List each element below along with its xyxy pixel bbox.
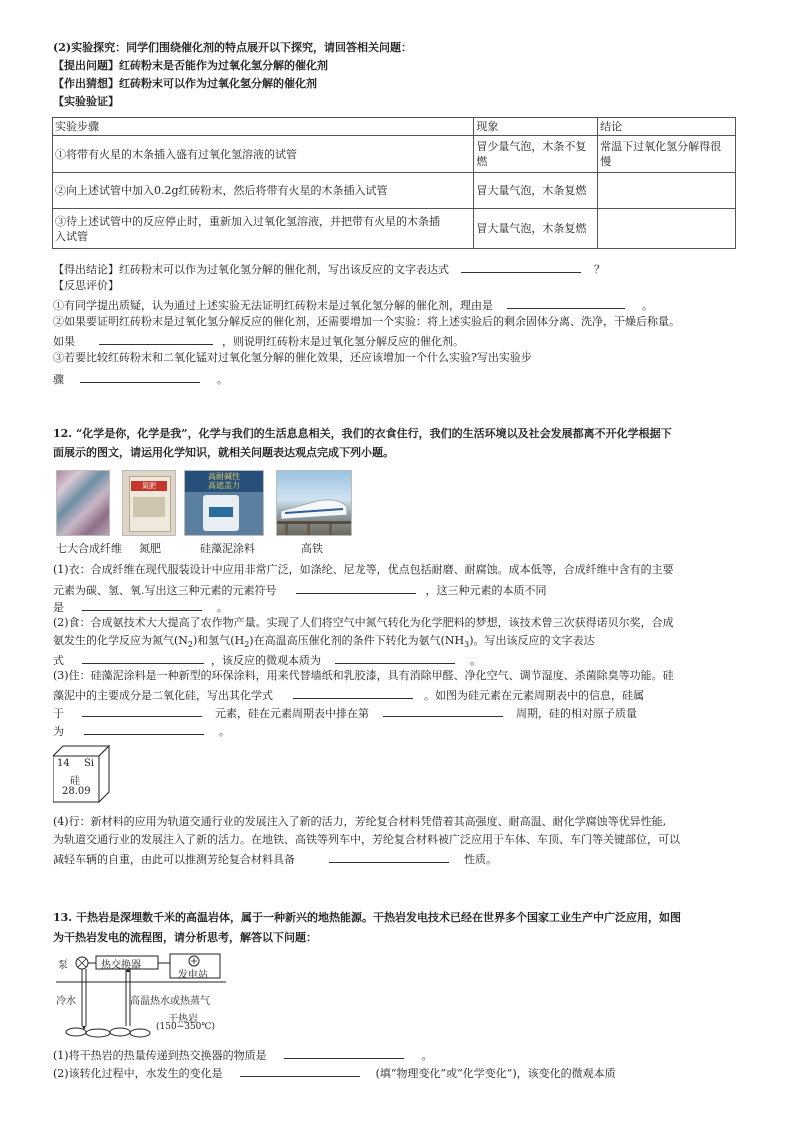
q11-r2b: 如果 ，则说明红砖粉末是过氧化氢分解反应的催化剂。 bbox=[53, 332, 464, 350]
synthetic-fiber-image bbox=[56, 470, 110, 536]
q12-p4c: 减轻车辆的自重，由此可以推测芳纶复合材料具备 性质。 bbox=[53, 850, 497, 868]
caption-paint: 硅藻泥涂料 bbox=[200, 542, 255, 555]
atomic-number: 14 bbox=[57, 758, 70, 769]
temperature-label: (150~350℃) bbox=[156, 1022, 215, 1032]
q12-p1a: (1)衣：合成纤维在现代服装设计中应用非常广泛，如涤纶、尼龙等，优点包括耐磨、耐腐蚀。成本低等，合成纤维中含有的主要 bbox=[53, 563, 674, 576]
caption-train: 高铁 bbox=[301, 542, 323, 555]
answer-blank[interactable] bbox=[507, 296, 625, 309]
answer-blank[interactable] bbox=[82, 651, 204, 664]
answer-blank[interactable] bbox=[383, 704, 503, 717]
q11-intro: (2)实验探究：同学们围绕催化剂的特点展开以下探究，请回答相关问题： bbox=[53, 41, 413, 54]
answer-blank[interactable] bbox=[296, 581, 416, 594]
table-row bbox=[53, 136, 736, 173]
paint-label-2: 高遮盖力 bbox=[208, 481, 240, 490]
table-cell-conclusion: 常温下过氧化氢分解得很 慢 bbox=[598, 136, 736, 173]
table-cell-phenomenon: 冒少量气泡，木条不复 燃 bbox=[474, 136, 598, 173]
q12-p4b: 为轨道交通行业的发展注入了新的活力。在地铁、高铁等列车中，芳纶复合材料被广泛应用于车体、车顶、车门等关键部位，可以 bbox=[53, 833, 680, 846]
q11-r3: ③若要比较红砖粉末和二氧化锰对过氧化氢分解的催化效果，还应该增加一个什么实验?写出实验步 bbox=[53, 351, 532, 364]
q12-p3c: 于 元素，硅在元素周期表中排在第 周期，硅的相对原子质量 bbox=[53, 704, 637, 722]
element-symbol: Si bbox=[84, 758, 95, 769]
q13-s2: (2)该转化过程中，水发生的变化是 (填“物理变化”或“化学变化”)，该变化的微观本质 bbox=[53, 1064, 616, 1082]
element-name: 硅 bbox=[70, 776, 80, 787]
q13-s1: (1)将干热岩的热量传递到热交换器的物质是 。 bbox=[53, 1046, 433, 1064]
q12-p4a: (4)行：新材料的应用为轨道交通行业的发展注入了新的活力，芳纶复合材料凭借着其高强度、耐高温、耐化学腐蚀等优异性能, bbox=[53, 815, 667, 828]
answer-blank[interactable] bbox=[329, 850, 449, 863]
paint-label-1: 高耐碱性 bbox=[208, 472, 240, 481]
q13-title-line2: 为干热岩发电的流程图，请分析思考，解答以下问题： bbox=[53, 931, 317, 944]
atomic-mass: 28.09 bbox=[62, 786, 91, 797]
table-cell-step: ②向上述试管中加入0.2g红砖粉末，然后将带有火星的木条插入试管 bbox=[53, 173, 474, 209]
train-icon bbox=[277, 471, 351, 535]
cold-water-label: 冷水 bbox=[56, 996, 76, 1007]
table-header-conclusion: 结论 bbox=[598, 118, 736, 136]
q12-title-line2: 面展示的图文，请运用化学知识，就相关问题表达观点完成下列小题。 bbox=[53, 446, 394, 459]
answer-blank[interactable] bbox=[461, 260, 581, 273]
high-speed-train-image bbox=[276, 470, 352, 536]
hot-water-label: 高温热水或热蒸气 bbox=[130, 996, 210, 1007]
table-cell-step: ③待上述试管中的反应停止时，重新加入过氧化氢溶液，并把带有火星的木条插 入试管 bbox=[53, 209, 474, 249]
answer-blank[interactable] bbox=[284, 1046, 404, 1059]
exchanger-label: 热交换器 bbox=[101, 960, 141, 971]
answer-blank[interactable] bbox=[84, 722, 204, 735]
q12-p1c: 是 。 bbox=[53, 598, 228, 616]
q12-p3b: 藻泥中的主要成分是二氧化硅，写出其化学式 。如图为硅元素在元素周期表中的信息，硅属 bbox=[53, 686, 644, 704]
table-header-phenomenon: 现象 bbox=[474, 118, 598, 136]
rock-label: 干热岩 bbox=[168, 1014, 198, 1025]
q12-p3d: 为 。 bbox=[53, 722, 230, 740]
fertilizer-bag-image bbox=[122, 470, 176, 536]
q12-title-line1: 12. “化学是你，化学是我”，化学与我们的生活息息相关，我们的衣食住行，我们的生活环境以及社会发展都离不开化学根据下 bbox=[53, 427, 672, 440]
table-cell-phenomenon: 冒大量气泡，木条复燃 bbox=[474, 209, 598, 249]
q11-verify: 【实验验证】 bbox=[53, 95, 119, 108]
q11-conclusion-line: 【得出结论】红砖粉末可以作为过氧化氢分解的催化剂，写出该反应的文字表达式 ？ bbox=[53, 260, 605, 278]
experiment-table bbox=[52, 117, 736, 249]
q11-ask: 【提出问题】红砖粉末是否能作为过氧化氢分解的催化剂 bbox=[53, 59, 328, 72]
q11-r1: ①有同学提出质疑，认为通过上述实验无法证明红砖粉末是过氧化氢分解的催化剂，理由是 。 bbox=[53, 296, 653, 314]
q11-r2: ②如果要证明红砖粉末是过氧化氢分解反应的催化剂，还需要增加一个实验：将上述实验后的剩余固体分离、洗净，干燥后称量。 bbox=[53, 315, 680, 328]
table-cell-phenomenon: 冒大量气泡，木条复燃 bbox=[474, 173, 598, 209]
answer-blank[interactable] bbox=[293, 686, 413, 699]
table-header-step: 实验步骤 bbox=[53, 118, 474, 136]
geothermal-flow-diagram bbox=[56, 952, 226, 1038]
answer-blank[interactable] bbox=[82, 598, 202, 611]
table-row bbox=[53, 173, 736, 209]
silicon-element-card bbox=[53, 750, 105, 804]
q12-p2b: 氨发生的化学反应为氮气$(N_2)$和氢气$(H_2)$在高温高压催化剂的条件下转化为氨气$(NH_3)$。写出该反应的文字表达 bbox=[53, 634, 595, 650]
answer-blank[interactable] bbox=[80, 370, 200, 383]
table-cell-step: ①将带有火星的木条插入盛有过氧化氢溶液的试管 bbox=[53, 136, 474, 173]
fertilizer-label: 氮肥 bbox=[131, 481, 167, 491]
answer-blank[interactable] bbox=[335, 651, 455, 664]
q12-p1b: 元素为碳、氢、氧.写出这三种元素的元素符号 ，这三种元素的本质不同 bbox=[53, 581, 547, 599]
caption-fertilizer: 氮肥 bbox=[139, 542, 161, 555]
q11-reflect: 【反思评价】 bbox=[53, 279, 119, 292]
answer-blank[interactable] bbox=[99, 332, 213, 345]
answer-blank[interactable] bbox=[240, 1064, 360, 1077]
q11-r3b: 骤 。 bbox=[53, 370, 228, 388]
q12-p2c: 式 ，该反应的微观本质为 。 bbox=[53, 651, 481, 669]
q12-p3a: (3)住：硅藻泥涂料是一种新型的环保涂料，用来代替墙纸和乳胶漆，具有消除甲醛、净化空气、调节湿度、杀菌除臭等功能。硅 bbox=[53, 669, 674, 682]
table-cell-conclusion[interactable] bbox=[598, 209, 736, 249]
diatom-paint-image bbox=[184, 470, 264, 536]
station-label: 发电站 bbox=[178, 970, 208, 981]
answer-blank[interactable] bbox=[82, 704, 202, 717]
q13-title-line1: 13. 干热岩是深埋数千米的高温岩体，属于一种新兴的地热能源。干热岩发电技术已经在世界多个国家工业生产中广泛应用，如图 bbox=[53, 911, 681, 924]
table-row bbox=[53, 209, 736, 249]
q11-guess: 【作出猜想】红砖粉末可以作为过氧化氢分解的催化剂 bbox=[53, 77, 317, 90]
table-cell-conclusion[interactable] bbox=[598, 173, 736, 209]
caption-synthetic-fiber: 七大合成纤维 bbox=[56, 542, 122, 555]
q12-p2a: (2)食：合成氨技术大大提高了农作物产量。实现了人们将空气中氮气转化为化学肥料的梦想，该技术曾三次获得诺贝尔奖，合成 bbox=[53, 616, 674, 629]
pump-label: 泵 bbox=[58, 960, 68, 971]
